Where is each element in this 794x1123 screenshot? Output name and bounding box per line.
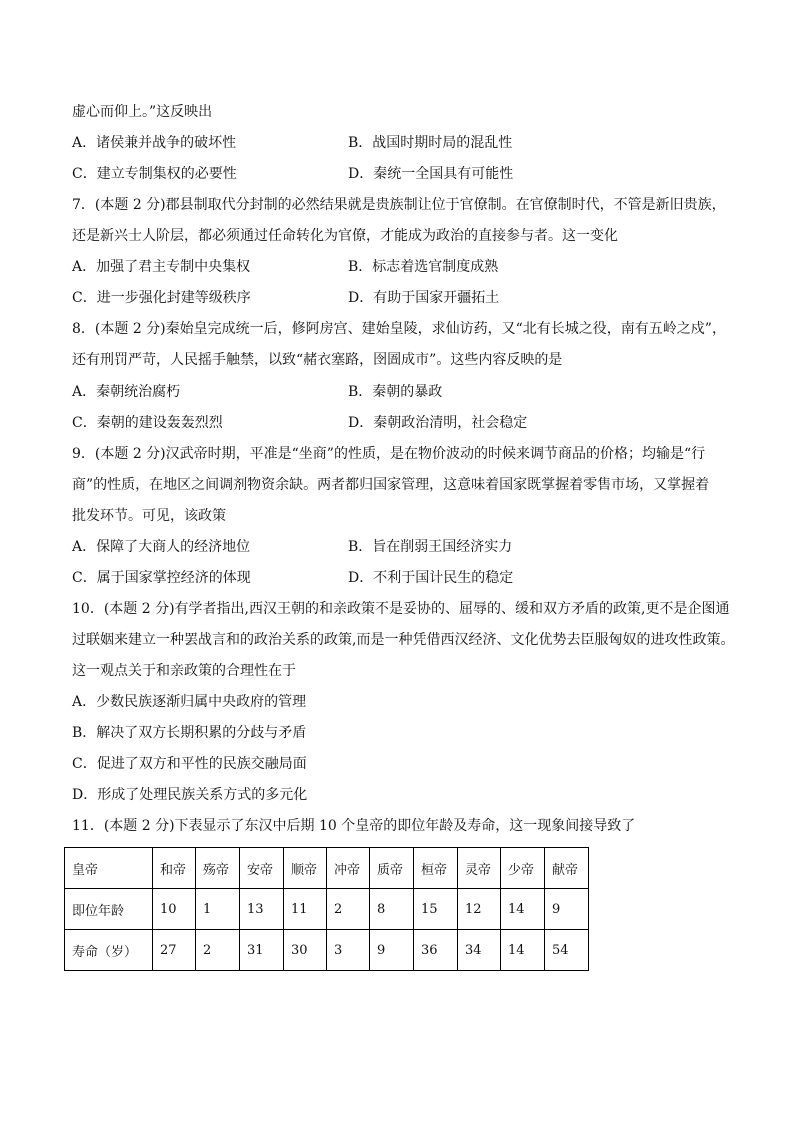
table-header-cell: 即位年龄	[65, 889, 153, 930]
table-cell: 殇帝	[196, 848, 240, 889]
q7-option-a: A．加强了君主专制中央集权	[72, 259, 251, 275]
table-header-cell: 皇帝	[65, 848, 153, 889]
table-cell: 质帝	[370, 848, 414, 889]
table-cell: 9	[545, 889, 589, 930]
q9-option-c: C．属于国家掌控经济的体现	[72, 570, 251, 586]
q7-option-b: B．标志着选官制度成熟	[348, 259, 499, 275]
table-cell: 顺帝	[284, 848, 327, 889]
table-cell: 30	[284, 930, 327, 971]
q10-option-c: C．促进了双方和平性的民族交融局面	[72, 756, 307, 772]
q8-option-c: C．秦朝的建设轰轰烈烈	[72, 415, 223, 431]
q9-stem-line-2: 商”的性质，在地区之间调剂物资余缺。两者都归国家管理，这意味着国家既掌握着零售市场，又掌握着	[72, 477, 710, 493]
q10-option-b: B．解决了双方长期积累的分歧与矛盾	[72, 725, 307, 741]
table-cell: 少帝	[501, 848, 545, 889]
table-cell: 灵帝	[458, 848, 501, 889]
table-cell: 34	[458, 930, 501, 971]
emperor-age-table	[64, 847, 589, 971]
table-cell: 36	[414, 930, 458, 971]
table-row	[65, 848, 589, 889]
q11-stem: 11．(本题 2 分)下表显示了东汉中后期 10 个皇帝的即位年龄及寿命，这一现象间接导致了	[72, 818, 636, 834]
q8-option-a: A．秦朝统治腐朽	[72, 384, 181, 400]
q6-stem-end: 虚心而仰上。”这反映出	[72, 104, 213, 120]
q9-option-d: D．不利于国计民生的稳定	[348, 570, 514, 586]
table-header-cell: 寿命（岁）	[65, 930, 153, 971]
table-cell: 11	[284, 889, 327, 930]
q10-option-a: A．少数民族逐渐归属中央政府的管理	[72, 694, 307, 710]
q10-stem-line-3: 这一观点关于和亲政策的合理性在于	[72, 663, 296, 679]
q7-option-d: D．有助于国家开疆拓土	[348, 290, 500, 306]
table-cell: 15	[414, 889, 458, 930]
q9-stem-line-1: 9．(本题 2 分)汉武帝时期，平准是“坐商”的性质，是在物价波动的时候来调节商品的价格；均输是“行	[72, 446, 706, 462]
q10-option-d: D．形成了处理民族关系方式的多元化	[72, 787, 308, 803]
q10-stem-line-2: 过联姻来建立一种罢战言和的政治关系的政策,而是一种凭借西汉经济、文化优势去臣服匈奴的进攻性政策。	[72, 632, 735, 648]
table-cell: 8	[370, 889, 414, 930]
table-cell: 献帝	[545, 848, 589, 889]
table-cell: 27	[153, 930, 196, 971]
table-cell: 1	[196, 889, 240, 930]
table-cell: 12	[458, 889, 501, 930]
table-row	[65, 930, 589, 971]
table-cell: 31	[240, 930, 284, 971]
table-cell: 2	[327, 889, 370, 930]
q7-option-c: C．进一步强化封建等级秩序	[72, 290, 251, 306]
table-cell: 10	[153, 889, 196, 930]
table-cell: 桓帝	[414, 848, 458, 889]
q8-stem-line-2: 还有刑罚严苛，人民摇手触禁，以致“赭衣塞路，囹圄成市”。这些内容反映的是	[72, 352, 563, 368]
table-cell: 安帝	[240, 848, 284, 889]
q8-option-d: D．秦朝政治清明，社会稳定	[348, 415, 528, 431]
table-row	[65, 889, 589, 930]
table-cell: 3	[327, 930, 370, 971]
q6-option-d: D．秦统一全国具有可能性	[348, 166, 514, 182]
q9-option-b: B．旨在削弱王国经济实力	[348, 539, 513, 555]
q6-option-c: C．建立专制集权的必要性	[72, 166, 237, 182]
q8-option-b: B．秦朝的暴政	[348, 384, 443, 400]
table-cell: 54	[545, 930, 589, 971]
q6-option-b: B．战国时期时局的混乱性	[348, 135, 513, 151]
q9-stem-line-3: 批发环节。可见，该政策	[72, 508, 226, 524]
q9-option-a: A．保障了大商人的经济地位	[72, 539, 251, 555]
q7-stem-line-1: 7．(本题 2 分)郡县制取代分封制的必然结果就是贵族制让位于官僚制。在官僚制时代，不管是新旧贵族，	[72, 197, 726, 213]
table-cell: 14	[501, 930, 545, 971]
table-cell: 2	[196, 930, 240, 971]
table-cell: 9	[370, 930, 414, 971]
q6-option-a: A．诸侯兼并战争的破坏性	[72, 135, 237, 151]
q10-stem-line-1: 10．(本题 2 分)有学者指出,西汉王朝的和亲政策不是妥协的、屈辱的、缓和双方矛盾的政策,更不是企图通	[72, 601, 730, 617]
table-cell: 13	[240, 889, 284, 930]
table-cell: 和帝	[153, 848, 196, 889]
q8-stem-line-1: 8．(本题 2 分)秦始皇完成统一后，修阿房宫、建始皇陵，求仙访药，又“北有长城之役，南有五岭之戍”，	[72, 321, 726, 337]
table-cell: 冲帝	[327, 848, 370, 889]
table-cell: 14	[501, 889, 545, 930]
q7-stem-line-2: 还是新兴士人阶层，都必须通过任命转化为官僚，才能成为政治的直接参与者。这一变化	[72, 228, 618, 244]
